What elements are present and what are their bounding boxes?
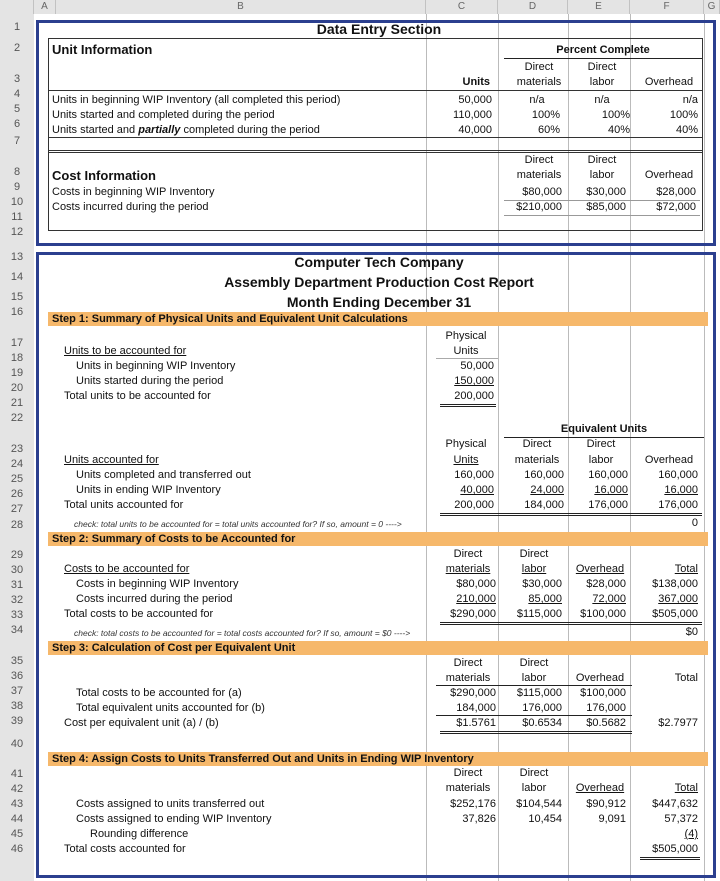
s3-dl-header-line2: labor [521, 672, 547, 684]
row-number[interactable]: 34 [10, 624, 24, 636]
step3-cost-dm: $1.5761 [456, 717, 496, 729]
cost-dl-header-line1: Direct [587, 154, 617, 166]
step4-row-oh: $90,912 [586, 798, 626, 810]
cost-grid-rule [504, 200, 700, 201]
row-number[interactable]: 31 [10, 579, 24, 591]
step3-cost-dl: $0.6534 [522, 717, 562, 729]
accounted-total-label: Total units accounted for [64, 499, 184, 511]
step3-row-dl: 176,000 [522, 702, 562, 714]
unit-row-label: Units started and completed during the period [52, 109, 275, 121]
double-underline [640, 857, 700, 860]
accounted-total-dl: 176,000 [588, 499, 628, 511]
acc-phys-header-line2: Units [453, 454, 479, 466]
column-header-f[interactable]: F [630, 0, 704, 14]
row-number[interactable]: 1 [13, 21, 21, 33]
grid-rule [436, 715, 632, 716]
s4-dm-header-line1: Direct [453, 767, 483, 779]
step1-total-value: 200,000 [454, 390, 494, 402]
accounted-total-dm: 184,000 [524, 499, 564, 511]
cost-row-oh: $72,000 [656, 201, 696, 213]
accounted-row-oh: 16,000 [664, 484, 698, 496]
row-number[interactable]: 43 [10, 798, 24, 810]
step4-row-label: Costs assigned to units transferred out [76, 798, 265, 810]
rounding-value: (4) [684, 828, 698, 840]
row-number[interactable]: 6 [13, 118, 21, 130]
dm-header-line2: materials [516, 76, 562, 88]
unit-row-dl: 100% [601, 109, 630, 121]
s2-dm-header-line2: materials [445, 563, 491, 575]
step2-total-dm: $290,000 [450, 608, 496, 620]
cost-dl-header-line2: labor [589, 169, 615, 181]
row-number[interactable]: 45 [10, 828, 24, 840]
cost-grid-rule [504, 215, 700, 216]
report-name: Assembly Department Production Cost Report [224, 274, 534, 290]
report-period: Month Ending December 31 [286, 294, 472, 310]
row-number[interactable]: 11 [11, 211, 23, 223]
step4-row-label: Costs assigned to ending WIP Inventory [76, 813, 272, 825]
unit-row-units: 40,000 [458, 124, 492, 136]
row-number[interactable]: 30 [10, 564, 24, 576]
row-number[interactable]: 13 [10, 251, 24, 263]
units-accounted-header: Units accounted for [64, 454, 159, 466]
s3-dm-header-line1: Direct [453, 657, 483, 669]
accounted-row-dl: 160,000 [588, 469, 628, 481]
row-number[interactable]: 38 [10, 700, 24, 712]
accounted-row-oh: 160,000 [658, 469, 698, 481]
double-underline [440, 731, 632, 734]
oh-header: Overhead [644, 76, 694, 88]
row-number[interactable]: 36 [10, 670, 24, 682]
step2-total-total: $505,000 [652, 608, 698, 620]
step3-row-label: Total costs to be accounted for (a) [76, 687, 242, 699]
s3-dl-header-line1: Direct [519, 657, 549, 669]
row-number[interactable]: 32 [10, 594, 24, 606]
double-underline [440, 513, 702, 516]
row-number[interactable]: 22 [10, 412, 24, 424]
s2-dl-header-line2: labor [521, 563, 547, 575]
accounted-row-label: Units completed and transferred out [76, 469, 251, 481]
costs-check-text: check: total costs to be accounted for = total costs accounted for? If so, amount = $0 ----> [74, 628, 411, 638]
step3-row-dm: 184,000 [456, 702, 496, 714]
s2-dl-header-line1: Direct [519, 548, 549, 560]
step4-total-value: $505,000 [652, 843, 698, 855]
step4-total-label: Total costs accounted for [64, 843, 186, 855]
unit-row-label: Units in beginning WIP Inventory (all completed this period) [52, 94, 341, 106]
step3-cost-oh: $0.5682 [586, 717, 626, 729]
step4-row-total: $447,632 [652, 798, 698, 810]
unit-row-dl: n/a [594, 94, 610, 106]
physical-units-header-line2: Units [453, 345, 479, 357]
cost-row-dm: $210,000 [516, 201, 562, 213]
data-entry-title: Data Entry Section [316, 21, 442, 37]
unit-row-dm: 60% [537, 124, 560, 136]
cost-information-heading: Cost Information [52, 168, 156, 183]
dm-header-line1: Direct [524, 61, 554, 73]
row-number[interactable]: 26 [10, 488, 24, 500]
step2-row-oh: $28,000 [586, 578, 626, 590]
step4-row-oh: 9,091 [598, 813, 626, 825]
row-header-bar [0, 14, 35, 881]
s4-dl-header-line1: Direct [519, 767, 549, 779]
column-header-bar [0, 0, 720, 15]
acc-dm-header-line2: materials [514, 454, 560, 466]
step2-total-oh: $100,000 [580, 608, 626, 620]
step3-cost-total: $2.7977 [658, 717, 698, 729]
cost-row-oh: $28,000 [656, 186, 696, 198]
row-number[interactable]: 15 [10, 291, 24, 303]
row-number[interactable]: 10 [10, 196, 24, 208]
s4-oh-header: Overhead [575, 782, 625, 794]
units-check-value: 0 [691, 517, 698, 529]
row-number[interactable]: 41 [10, 768, 24, 780]
costs-to-be-header: Costs to be accounted for [64, 563, 190, 575]
unit-row-oh: n/a [682, 94, 698, 106]
step3-row-dl: $115,000 [516, 687, 562, 699]
accounted-row-dm: 160,000 [524, 469, 564, 481]
step4-row-dm: $252,176 [450, 798, 496, 810]
column-header-b[interactable]: B [56, 0, 426, 14]
row-number[interactable]: 44 [10, 813, 24, 825]
cost-row-label: Costs in beginning WIP Inventory [52, 186, 215, 198]
s3-oh-header: Overhead [575, 672, 625, 684]
step3-title: Step 3: Calculation of Cost per Equivalent Unit [52, 642, 296, 654]
column-header-g[interactable]: G [704, 0, 720, 14]
row-number[interactable]: 37 [10, 685, 24, 697]
column-header-e[interactable]: E [568, 0, 630, 14]
accounted-row-dm: 24,000 [530, 484, 564, 496]
step1-row-label: Units started during the period [76, 375, 224, 387]
step2-row-dm: $80,000 [456, 578, 496, 590]
row-number[interactable]: 33 [10, 609, 24, 621]
step4-row-dm: 37,826 [462, 813, 496, 825]
s2-oh-header: Overhead [575, 563, 625, 575]
accounted-row-dl: 16,000 [594, 484, 628, 496]
units-header: Units [462, 76, 490, 88]
step3-row-dm: $290,000 [450, 687, 496, 699]
step2-total-dl: $115,000 [516, 608, 562, 620]
column-header-c[interactable]: C [426, 0, 498, 14]
acc-dm-header-line1: Direct [522, 438, 552, 450]
dl-header-line1: Direct [587, 61, 617, 73]
s2-dm-header-line1: Direct [453, 548, 483, 560]
row-number[interactable]: 24 [10, 458, 24, 470]
dl-header-line2: labor [589, 76, 615, 88]
row-number[interactable]: 12 [10, 226, 24, 238]
s4-total-header: Total [674, 782, 698, 794]
step2-row-total: 367,000 [658, 593, 698, 605]
step1-title: Step 1: Summary of Physical Units and Equivalent Unit Calculations [52, 313, 408, 325]
row-number[interactable]: 40 [10, 738, 24, 750]
row-number[interactable]: 39 [10, 715, 24, 727]
unit-row-label-post: completed during the period [180, 124, 320, 136]
unit-row-label-emphasis: partially [138, 124, 181, 136]
acc-dl-header-line2: labor [588, 454, 614, 466]
units-check-text: check: total units to be accounted for = total units accounted for? If so, amount = 0 ----> [74, 519, 402, 529]
unit-row-dm: n/a [529, 94, 545, 106]
s3-dm-header-line2: materials [445, 672, 491, 684]
accounted-row-label: Units in ending WIP Inventory [76, 484, 221, 496]
double-underline [440, 622, 702, 625]
row-number[interactable]: 25 [10, 473, 24, 485]
row-number[interactable]: 9 [13, 181, 21, 193]
row-number[interactable]: 19 [10, 367, 24, 379]
acc-phys-header-line1: Physical [445, 438, 487, 450]
s4-dm-header-line2: materials [445, 782, 491, 794]
worksheet[interactable] [34, 14, 720, 881]
row-number[interactable]: 29 [10, 549, 24, 561]
step1-row-value: 150,000 [454, 375, 494, 387]
rounding-label: Rounding difference [90, 828, 189, 840]
cost-row-dl: $85,000 [586, 201, 626, 213]
step2-row-oh: 72,000 [592, 593, 626, 605]
cost-dm-header-line2: materials [516, 169, 562, 181]
step4-title: Step 4: Assign Costs to Units Transferred Out and Units in Ending WIP Inventory [52, 753, 474, 765]
row-number[interactable]: 17 [10, 337, 24, 349]
row-number[interactable]: 27 [10, 503, 24, 515]
step2-row-label: Costs in beginning WIP Inventory [76, 578, 239, 590]
row-number[interactable]: 23 [10, 443, 24, 455]
unit-row-label [52, 124, 320, 137]
grid-rule [436, 685, 632, 686]
unit-row-units: 50,000 [458, 94, 492, 106]
row-number[interactable]: 14 [10, 271, 24, 283]
row-number[interactable]: 5 [13, 103, 21, 115]
acc-dl-header-line1: Direct [586, 438, 616, 450]
row-number[interactable]: 42 [10, 783, 24, 795]
step3-row-oh: 176,000 [586, 702, 626, 714]
column-header-d[interactable]: D [498, 0, 568, 14]
accounted-total-phys: 200,000 [454, 499, 494, 511]
units-to-be-accounted-header: Units to be accounted for [64, 345, 187, 357]
row-number[interactable]: 18 [10, 352, 24, 364]
accounted-row-phys: 160,000 [454, 469, 494, 481]
step1-row-value: 50,000 [460, 360, 494, 372]
step2-row-dm: 210,000 [456, 593, 496, 605]
s2-total-header: Total [674, 563, 698, 575]
step2-row-dl: 85,000 [528, 593, 562, 605]
equivalent-units-header: Equivalent Units [560, 423, 648, 435]
cost-row-dm: $80,000 [522, 186, 562, 198]
cost-row-dl: $30,000 [586, 186, 626, 198]
step1-row-label: Units in beginning WIP Inventory [76, 360, 236, 372]
row-number[interactable]: 7 [13, 135, 21, 147]
physical-units-header-line1: Physical [445, 330, 487, 342]
percent-complete-heading: Percent Complete [556, 44, 650, 56]
unit-information-heading: Unit Information [52, 42, 153, 57]
unit-row-label-pre: Units started and [52, 124, 139, 136]
row-number[interactable]: 3 [13, 73, 21, 85]
row-number[interactable]: 4 [13, 88, 21, 100]
cost-row-label: Costs incurred during the period [52, 201, 209, 213]
report-company: Computer Tech Company [294, 254, 464, 270]
step4-row-dl: $104,544 [516, 798, 562, 810]
step3-row-oh: $100,000 [580, 687, 626, 699]
row-number[interactable]: 16 [10, 306, 24, 318]
row-number[interactable]: 8 [13, 166, 21, 178]
unit-row-units: 110,000 [453, 109, 492, 121]
accounted-row-phys: 40,000 [460, 484, 494, 496]
step4-row-total: 57,372 [664, 813, 698, 825]
s4-dl-header-line2: labor [521, 782, 547, 794]
step4-row-dl: 10,454 [528, 813, 562, 825]
row-number[interactable]: 21 [10, 397, 24, 409]
s3-total-header: Total [674, 672, 698, 684]
grid-rule [436, 358, 498, 359]
row-number[interactable]: 46 [10, 843, 24, 855]
step1-total-label: Total units to be accounted for [64, 390, 211, 402]
unit-row-oh: 40% [675, 124, 698, 136]
row-number[interactable]: 20 [10, 382, 24, 394]
cost-oh-header: Overhead [644, 169, 694, 181]
step3-cost-label: Cost per equivalent unit (a) / (b) [64, 717, 219, 729]
costs-check-value: $0 [685, 626, 698, 638]
accounted-total-oh: 176,000 [658, 499, 698, 511]
step3-row-label: Total equivalent units accounted for (b) [76, 702, 265, 714]
column-header-a[interactable]: A [34, 0, 56, 14]
row-number[interactable]: 28 [10, 519, 24, 531]
select-all-corner[interactable] [0, 0, 34, 14]
row-number[interactable]: 35 [10, 655, 24, 667]
double-underline [440, 404, 496, 407]
step2-title: Step 2: Summary of Costs to be Accounted for [52, 533, 296, 545]
acc-oh-header: Overhead [644, 454, 694, 466]
step2-row-dl: $30,000 [522, 578, 562, 590]
cost-dm-header-line1: Direct [524, 154, 554, 166]
unit-row-dl: 40% [607, 124, 630, 136]
row-number[interactable]: 2 [13, 42, 21, 54]
step2-total-label: Total costs to be accounted for [64, 608, 214, 620]
step2-row-total: $138,000 [652, 578, 698, 590]
unit-row-oh: 100% [669, 109, 698, 121]
step2-row-label: Costs incurred during the period [76, 593, 233, 605]
percent-complete-rule [504, 58, 702, 59]
unit-row-dm: 100% [531, 109, 560, 121]
